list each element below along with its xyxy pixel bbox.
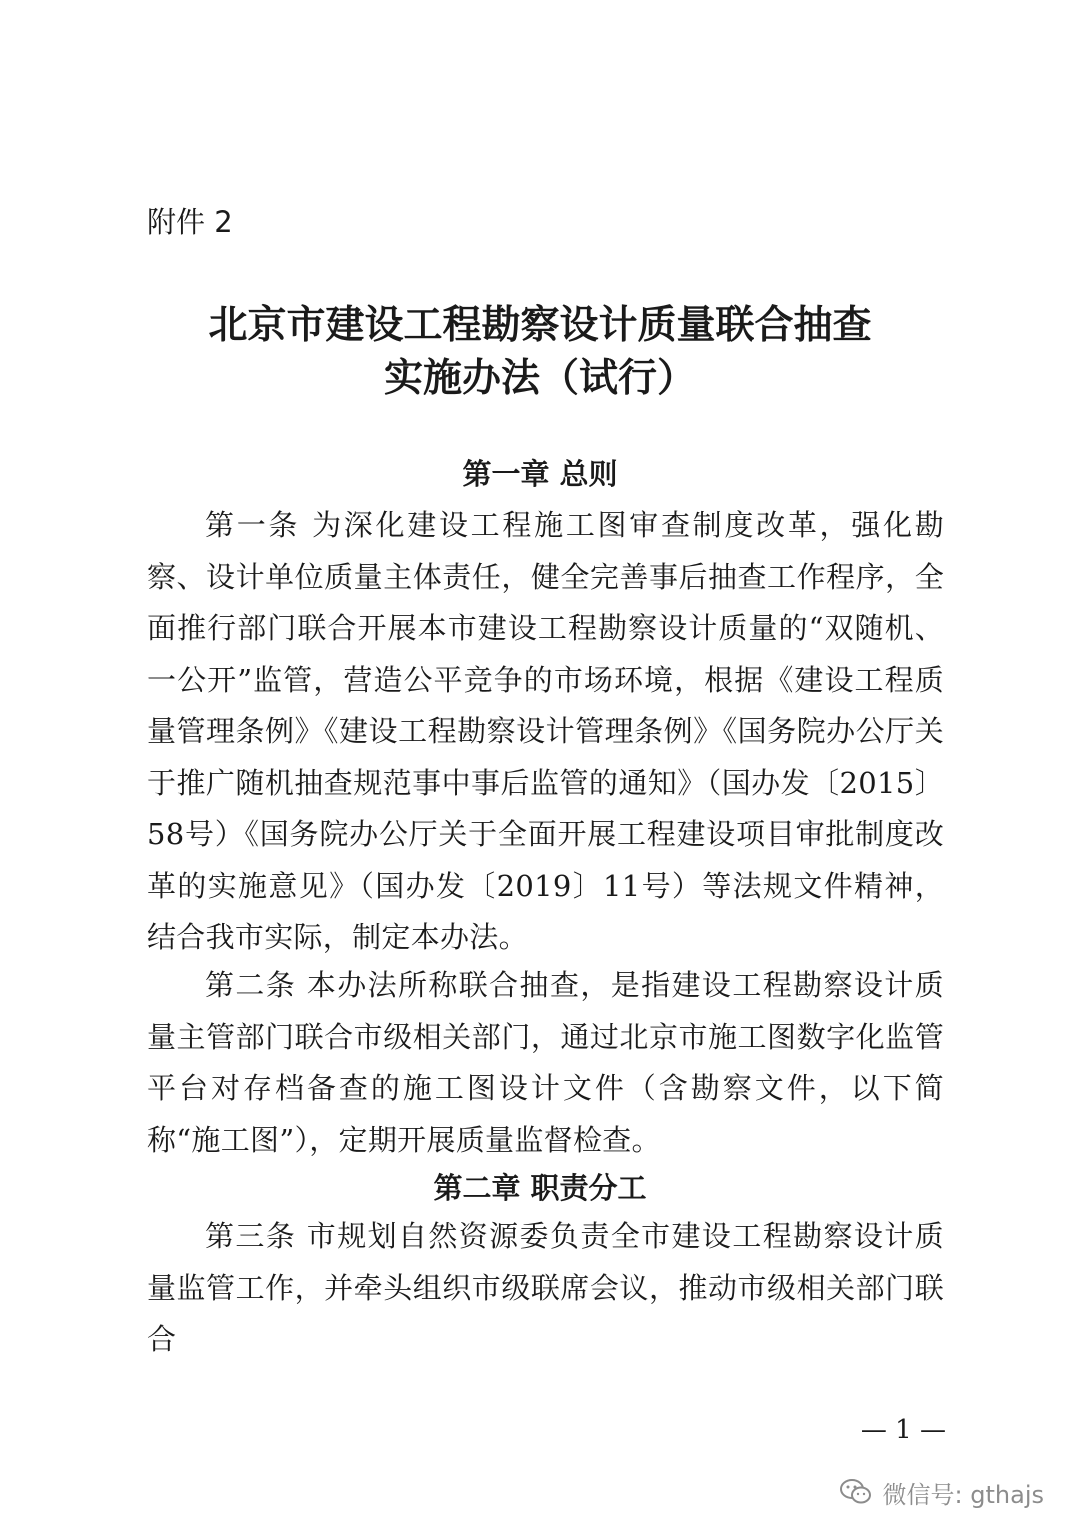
- attachment-label: 附件 2: [147, 205, 233, 239]
- watermark-text: 微信号: gthajs: [882, 1480, 1044, 1509]
- article-3-paragraph: 第三条 市规划自然资源委负责全市建设工程勘察设计质量监管工作，并牵头组织市级联席会议，推动市级相关部门联合: [147, 1219, 944, 1356]
- wechat-icon: [839, 1477, 873, 1507]
- article-2-paragraph: 第二条 本办法所称联合抽查，是指建设工程勘察设计质量主管部门联合市级相关部门，通过北京市施工图数字化监管平台对存档备查的施工图设计文件（含勘察文件，以下简称“施工图”），定期开展质量监督检查。: [147, 968, 944, 1157]
- article-1-paragraph: 第一条 为深化建设工程施工图审查制度改革，强化勘察、设计单位质量主体责任，健全完善事后抽查工作程序，全面推行部门联合开展本市建设工程勘察设计质量的“双随机、一公开”监管，营造公平竞争的市场环境，根据《建设工程质量管理条例》《建设工程勘察设计管理条例》《国务院办公厅关于推广随机抽查规范事中事后监管的通知》（国办发〔2015〕58号）《国务院办公厅关于全面开展工程建设项目审批制度改革的实施意见》（国办发〔2019〕11号）等法规文件精神，结合我市实际，制定本办法。: [147, 508, 944, 954]
- document-title-line-1: 北京市建设工程勘察设计质量联合抽查: [208, 302, 872, 348]
- document-title-line-2: 实施办法（试行）: [383, 355, 696, 401]
- chapter-2-heading: 第二章 职责分工: [433, 1171, 647, 1205]
- wechat-watermark: [839, 1470, 1044, 1514]
- page-number: — 1 —: [860, 1415, 946, 1445]
- chapter-1-heading: 第一章 总则: [462, 457, 618, 491]
